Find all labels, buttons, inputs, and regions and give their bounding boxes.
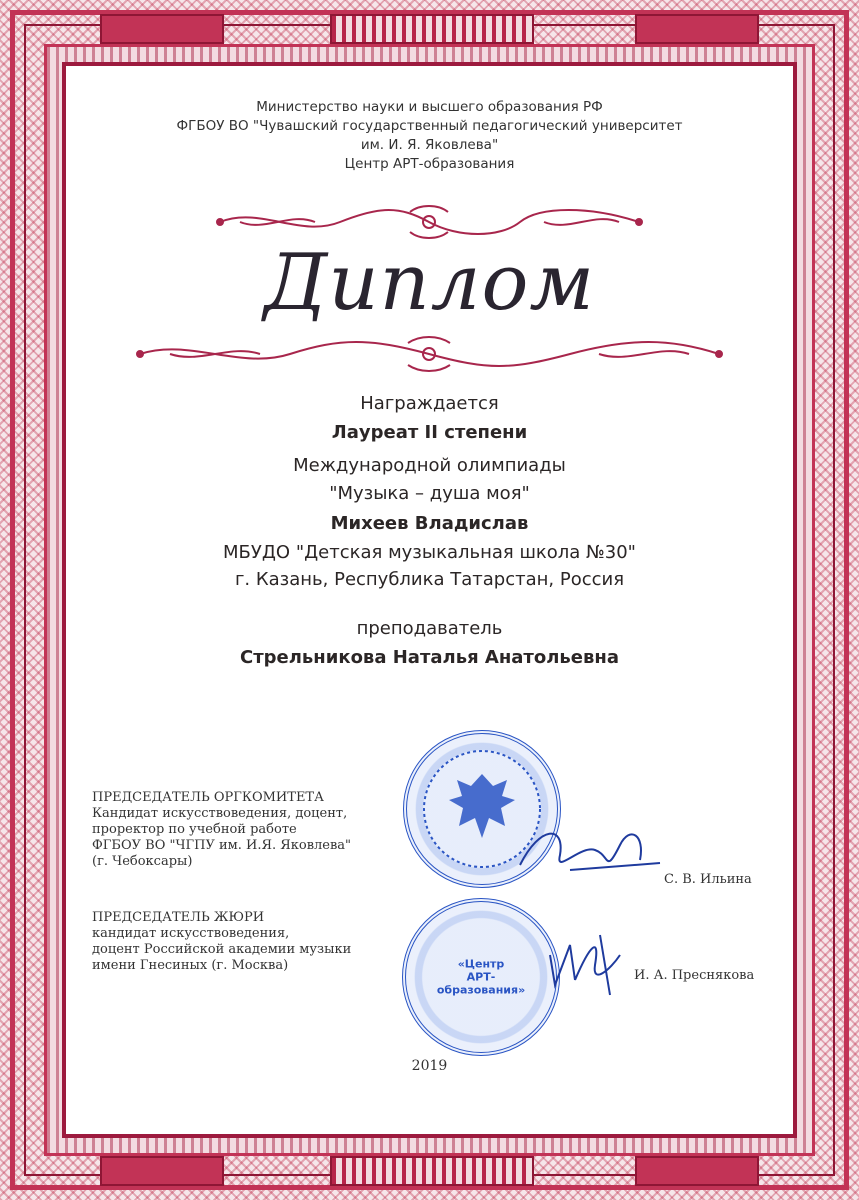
org-city: (г. Чебоксары) — [92, 854, 193, 869]
org-institution: ФГБОУ ВО "ЧГПУ им. И.Я. Яковлева" — [92, 838, 352, 853]
diploma-title: Диплом — [263, 238, 596, 328]
jury-signatory-name: И. А. Преснякова — [634, 968, 755, 983]
header-center: Центр АРТ-образования — [344, 156, 515, 172]
stamp-text — [437, 958, 525, 997]
event-name-line2: "Музыка – душа моя" — [329, 483, 530, 504]
org-signatory-name: С. В. Ильина — [664, 872, 752, 887]
award-rank: Лауреат II степени — [331, 422, 528, 443]
jury-degree: кандидат искусствоведения, — [92, 926, 290, 941]
stamp-line2: АРТ-образования» — [436, 970, 526, 997]
org-degree: Кандидат искусствоведения, доцент, — [92, 806, 348, 821]
signatory-jury — [92, 910, 392, 974]
teacher-name: Стрельникова Наталья Анатольевна — [240, 647, 619, 668]
stamp-line1: «Центр — [457, 957, 505, 971]
issue-year: 2019 — [411, 1058, 448, 1074]
org-title: ПРЕДСЕДАТЕЛЬ ОРГКОМИТЕТА — [92, 790, 324, 805]
ornament-divider-top — [90, 202, 769, 242]
event-name-line1: Международной олимпиады — [293, 455, 566, 476]
frame-bottom-ornament — [330, 1156, 534, 1186]
recipient-name: Михеев Владислав — [330, 513, 529, 534]
signatory-org-committee — [92, 790, 392, 870]
frame-corner-ornament — [100, 1156, 224, 1186]
issuer-header — [90, 98, 769, 174]
diploma-page — [90, 90, 769, 1110]
teacher-label: преподаватель — [356, 618, 503, 639]
header-ministry: Министерство науки и высшего образования РФ — [256, 99, 603, 115]
award-intro: Награждается — [360, 393, 499, 414]
frame-corner-ornament — [635, 14, 759, 44]
recipient-school: МБУДО "Детская музыкальная школа №30" — [223, 542, 636, 563]
jury-title: ПРЕДСЕДАТЕЛЬ ЖЮРИ — [92, 910, 265, 925]
frame-top-ornament — [330, 14, 534, 44]
ornament-divider-bottom — [90, 334, 769, 374]
header-university: ФГБОУ ВО "Чувашский государственный педагогический университет — [176, 118, 683, 134]
header-university-name: им. И. Я. Яковлева" — [360, 137, 499, 153]
signature-ilina — [510, 815, 670, 885]
org-position: проректор по учебной работе — [92, 822, 297, 837]
frame-corner-ornament — [100, 14, 224, 44]
signature-presnyakova — [530, 925, 640, 1005]
jury-position: доцент Российской академии музыки — [92, 942, 352, 957]
frame-corner-ornament — [635, 1156, 759, 1186]
recipient-location: г. Казань, Республика Татарстан, Россия — [234, 569, 625, 590]
jury-institution: имени Гнесиных (г. Москва) — [92, 958, 289, 973]
